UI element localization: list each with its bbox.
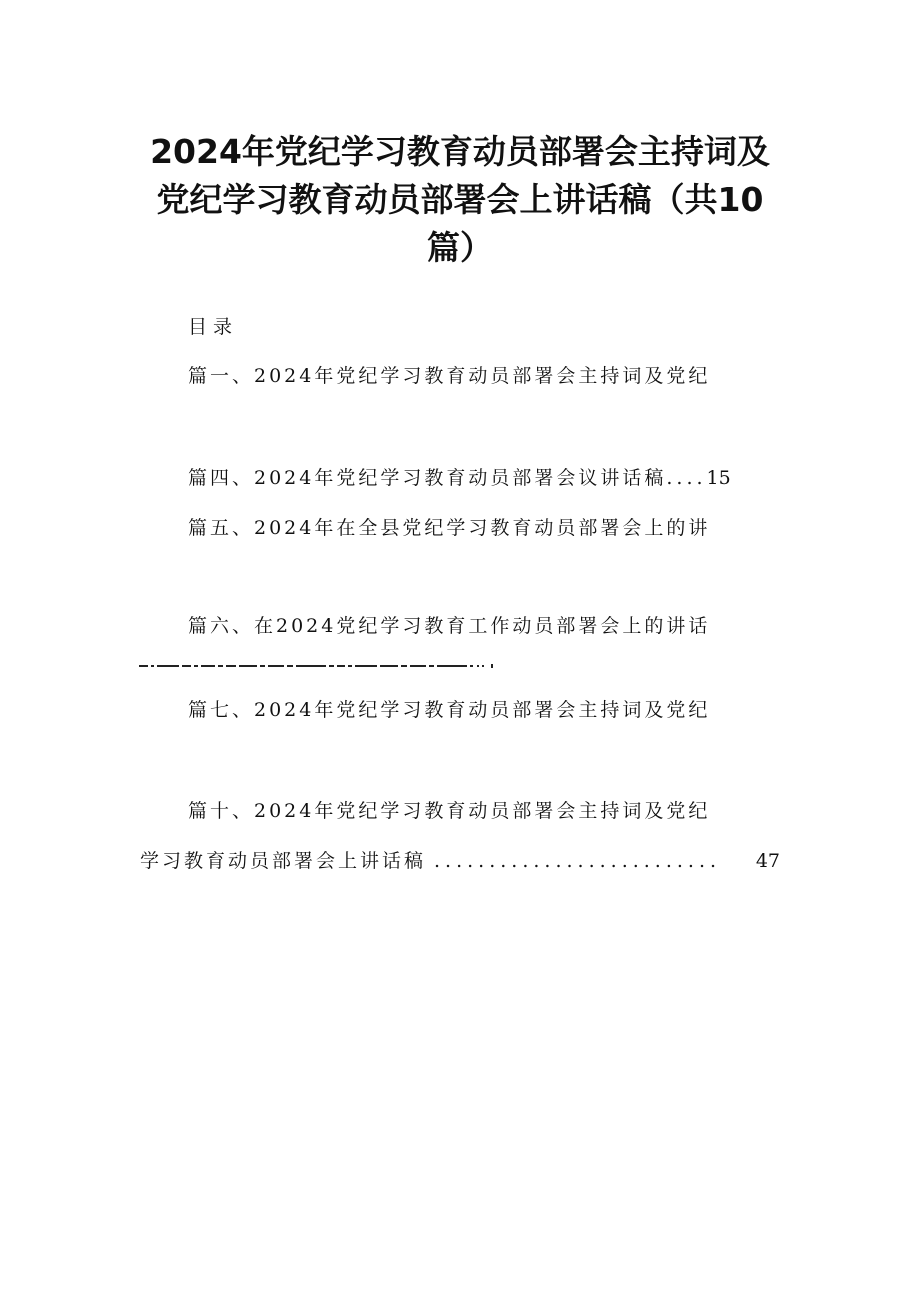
toc-leader: ....: [666, 467, 707, 489]
document-title: [140, 128, 780, 272]
title-line-1: 2024年党纪学习教育动员部署会主持词及: [150, 132, 770, 171]
toc-entry-1[interactable]: [188, 362, 710, 390]
toc-entry-text: 篇四、2024年党纪学习教育动员部署会议讲话稿: [188, 467, 667, 489]
toc-entry-6[interactable]: [188, 612, 710, 640]
toc-leader: ..........................: [434, 850, 722, 872]
toc-entry-10-continuation[interactable]: [140, 847, 780, 875]
toc-entry-text: 篇十、2024年党纪学习教育动员部署会主持词及党纪: [188, 800, 711, 822]
toc-entry-7[interactable]: [188, 696, 710, 724]
title-line-3: 篇）: [427, 228, 493, 267]
toc-heading: 目录: [188, 316, 239, 338]
toc-page-number: 47: [755, 850, 780, 872]
toc-entry-text: 篇五、2024年在全县党纪学习教育动员部署会上的讲: [188, 517, 711, 539]
title-line-2: 党纪学习教育动员部署会上讲话稿（共10: [156, 180, 764, 219]
toc-entry-continuation-text: 学习教育动员部署会上讲话稿: [140, 850, 427, 872]
toc-entry-5[interactable]: [188, 514, 710, 542]
toc-entry-text: 篇六、在2024党纪学习教育工作动员部署会上的讲话: [188, 615, 711, 637]
toc-entry-4[interactable]: [188, 464, 731, 492]
toc-page-number: 15: [706, 467, 731, 489]
toc-entry-text: 篇一、2024年党纪学习教育动员部署会主持词及党纪: [188, 365, 711, 387]
toc-entry-text: 篇七、2024年党纪学习教育动员部署会主持词及党纪: [188, 699, 711, 721]
scan-artifact-dashes: [139, 664, 514, 668]
toc-entry-10[interactable]: [188, 797, 710, 825]
